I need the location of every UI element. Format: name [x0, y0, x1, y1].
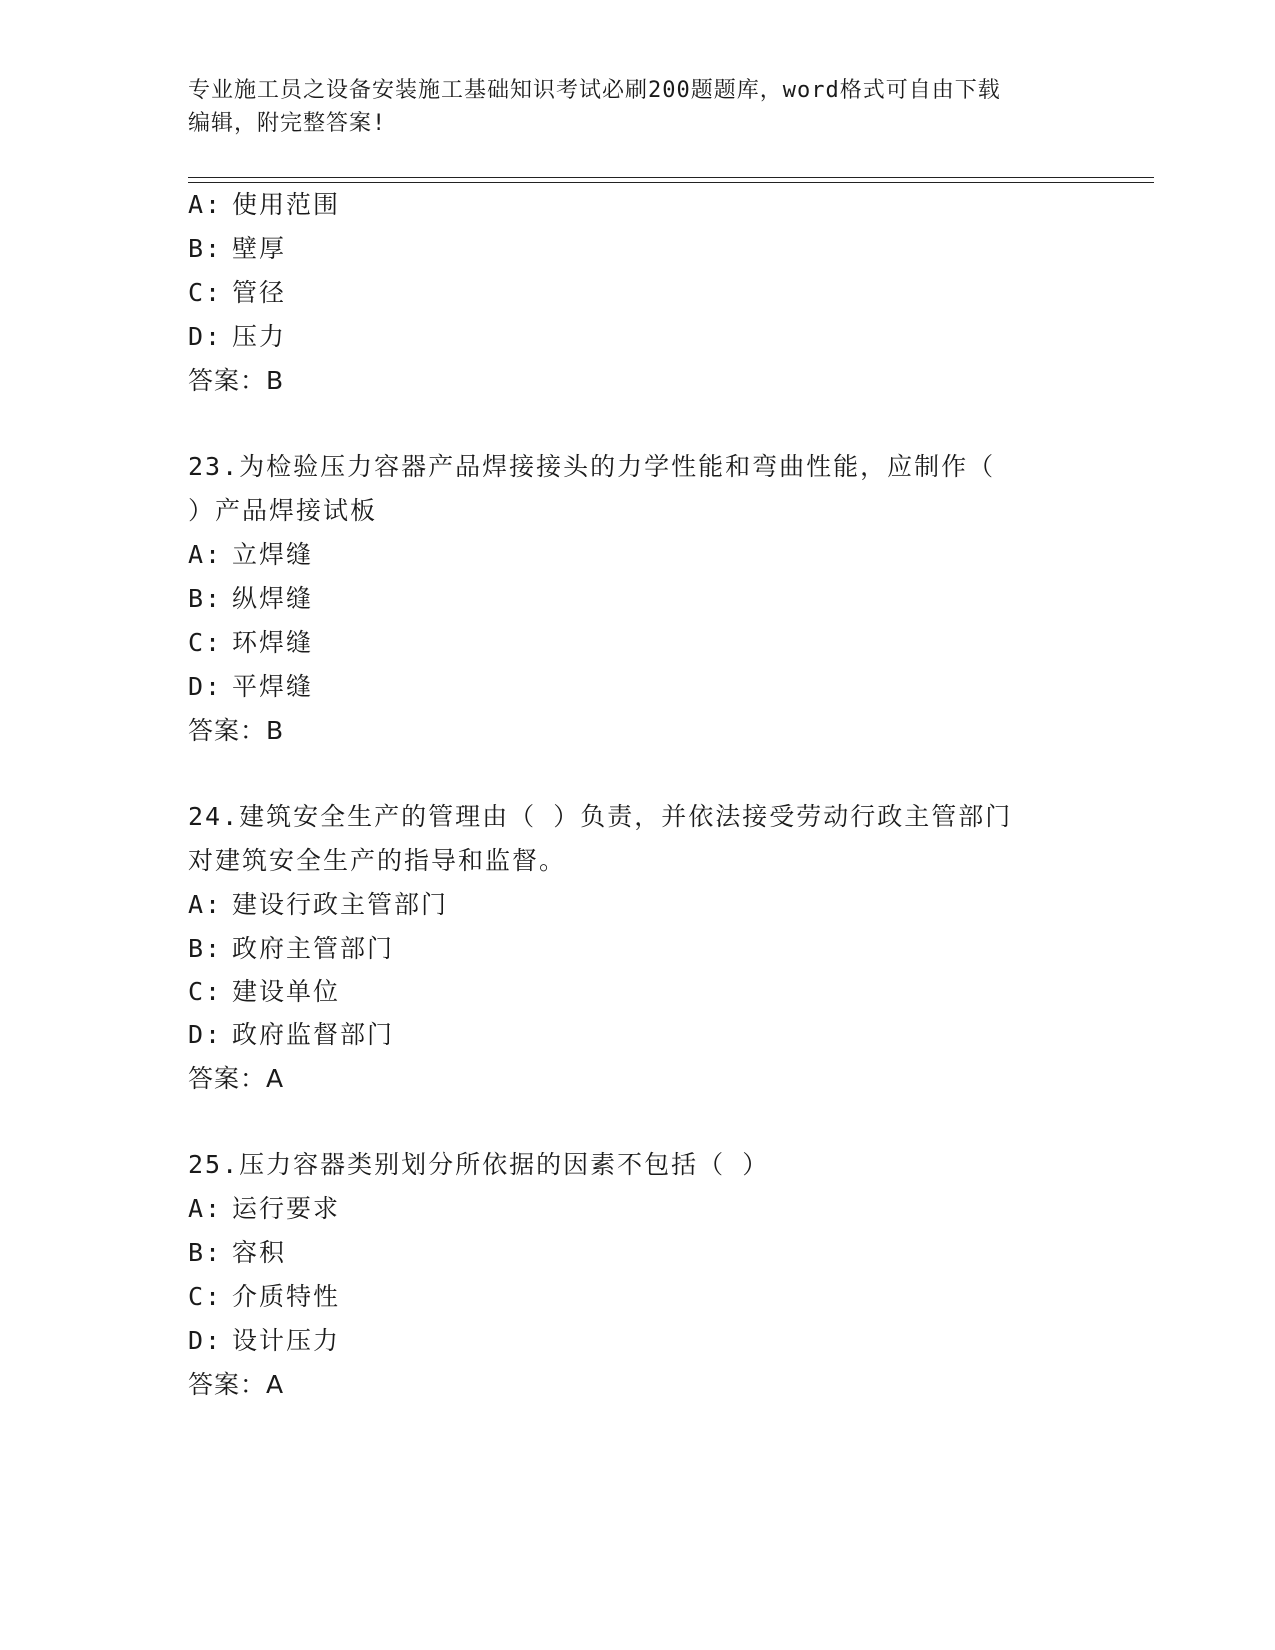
q24-stem-line-2: 对建筑安全生产的指导和监督。 — [188, 846, 567, 875]
q24-answer: 答案：A — [188, 1064, 285, 1093]
option-key: B: — [188, 584, 223, 613]
option-key: C: — [188, 628, 223, 657]
option-text: 政府主管部门 — [232, 934, 395, 963]
option-text: 壁厚 — [232, 234, 287, 263]
option-key: A: — [188, 540, 223, 569]
header-line-2: 编辑，附完整答案! — [188, 111, 387, 136]
option-text: 平焊缝 — [232, 672, 314, 701]
option-text: 设计压力 — [232, 1326, 341, 1355]
q25-option-d — [188, 1326, 340, 1356]
option-key: A: — [188, 190, 223, 219]
document-header — [188, 74, 1088, 140]
option-key: D: — [188, 672, 223, 701]
option-key: D: — [188, 1020, 223, 1049]
q24-option-d — [188, 1020, 394, 1050]
q25-option-b — [188, 1238, 286, 1268]
option-text: 压力 — [232, 322, 287, 351]
header-divider-top — [188, 177, 1154, 178]
option-key: C: — [188, 977, 223, 1006]
header-divider-bottom — [188, 182, 1154, 183]
q23-option-b — [188, 584, 313, 614]
option-key: D: — [188, 322, 223, 351]
option-key: D: — [188, 1326, 223, 1355]
option-text: 建设单位 — [232, 977, 341, 1006]
option-text: 管径 — [232, 278, 287, 307]
option-key: A: — [188, 1194, 223, 1223]
option-key: B: — [188, 934, 223, 963]
q24-option-c — [188, 977, 340, 1007]
q25-answer: 答案：A — [188, 1370, 285, 1399]
q22-answer: 答案：B — [188, 366, 285, 395]
q24-option-a — [188, 890, 448, 920]
option-text: 立焊缝 — [232, 540, 314, 569]
option-text: 容积 — [232, 1238, 287, 1267]
q24-stem-line-1: 24.建筑安全生产的管理由（ ）负责，并依法接受劳动行政主管部门 — [188, 802, 1013, 831]
q23-option-d — [188, 672, 313, 702]
q22-option-d — [188, 322, 286, 352]
option-key: A: — [188, 890, 223, 919]
q23-stem-line-1: 23.为检验压力容器产品焊接接头的力学性能和弯曲性能，应制作（ — [188, 452, 996, 481]
option-key: C: — [188, 1282, 223, 1311]
q23-stem-line-2: ）产品焊接试板 — [188, 496, 378, 525]
option-text: 政府监督部门 — [232, 1020, 395, 1049]
q23-option-c — [188, 628, 313, 658]
q25-stem-line-1: 25.压力容器类别划分所依据的因素不包括（ ） — [188, 1150, 770, 1179]
option-key: B: — [188, 234, 223, 263]
option-text: 介质特性 — [232, 1282, 341, 1311]
option-text: 纵焊缝 — [232, 584, 314, 613]
q25-option-a — [188, 1194, 340, 1224]
option-text: 建设行政主管部门 — [232, 890, 449, 919]
option-text: 使用范围 — [232, 190, 341, 219]
q25-option-c — [188, 1282, 340, 1312]
option-key: B: — [188, 1238, 223, 1267]
q22-option-a — [188, 190, 340, 220]
option-text: 运行要求 — [232, 1194, 341, 1223]
q23-answer: 答案：B — [188, 716, 285, 745]
q22-option-b — [188, 234, 286, 264]
option-key: C: — [188, 278, 223, 307]
q23-option-a — [188, 540, 313, 570]
q24-option-b — [188, 934, 394, 964]
option-text: 环焊缝 — [232, 628, 314, 657]
header-line-1: 专业施工员之设备安装施工基础知识考试必刷200题题库，word格式可自由下载 — [188, 78, 1001, 103]
q22-option-c — [188, 278, 286, 308]
